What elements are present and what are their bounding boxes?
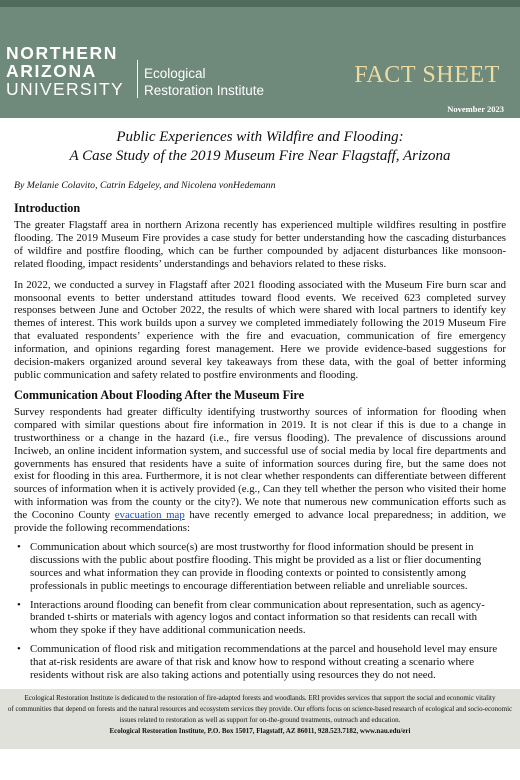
title-line-1: Public Experiences with Wildfire and Flooding: [116, 129, 404, 145]
intro-paragraph-2: In 2022, we conducted a survey in Flagstaff after 2021 flooding associated with the Museum Fire burn scar and monsoonal events to better understand attitudes toward flood events. We received 623 completed survey responses between June and October 2022, the results of which were shared with local partners to identify key themes of interest. This work builds upon a survey we completed immediately following the 2019 Museum Fire that evaluated respondents’ experience with the fire and evacuation, communication of fire emergency information, and opinions regarding forest management. Here we provide evidence-based suggestions for decision-makers organized around several key takeaways from these data, with the goal of better informing public communication and safety related to postfire environments and flooding. [14, 278, 506, 381]
authors-byline: By Melanie Colavito, Catrin Edgeley, and Nicolena vonHedemann [14, 180, 276, 191]
flooding-text-before-link: Survey respondents had greater difficulty identifying trustworthy sources of information for flooding when compared with similar questions about fire information in 2019. It is not clear if this is due to a change in trustworthiness or a change in the hazard (i.e., fire versus flooding). The prevalence of discussions around Inciweb, an online incident information system, and successful use of social media by local fire departments and governments has ensured that residents have a suite of information sources during fire, but the same does not exist for flooding in this area. Furthermore, it is not clear whether respondents can differentiate between different sources of information when it is actively provided (e.g., Can they tell whether the person who visited their home with information was from the county or the city?). We note that numerous new communication efforts such as the Coconino County [14, 405, 506, 522]
header-banner [0, 0, 520, 118]
evacuation-map-link[interactable]: evacuation map [114, 509, 185, 522]
institute-line-2: Restoration Institute [144, 83, 265, 98]
flooding-paragraph [14, 406, 506, 535]
footer-line-2: of communities that depend on forests and the natural resources and ecosystem services they provide. Our efforts focus on science-based research of ecological and socio-economic [7, 705, 513, 713]
logo-line-2: ARIZONA [6, 61, 97, 81]
flooding-text-after-link: have recently emerged to advance local preparedness; in addition, we provide the following recommendations: [14, 509, 506, 535]
flooding-heading: Communication About Flooding After the Museum Fire [14, 387, 305, 402]
list-item [14, 643, 506, 682]
footer-address: Ecological Restoration Institute, P.O. Box 15017, Flagstaff, AZ 86011, 928.523.7182, www.nau.edu/eri [109, 727, 411, 735]
list-item [14, 541, 506, 593]
intro-paragraph-1: The greater Flagstaff area in northern Arizona recently has experienced multiple wildfires resulting in postfire flooding. The 2019 Museum Fire provides a case study for better understanding how the cascading disturbances of wildfire and postfire flooding, which can be further compounded by adjacent disturbances like monsoon-related flooding, impact residents’ understandings and behaviors related to these risks. [14, 219, 506, 270]
intro-heading: Introduction [14, 201, 81, 215]
footer-line-3: issues related to restoration as well as support for on-the-ground treatments, outreach and education. [119, 716, 401, 724]
nau-eri-logo [6, 44, 306, 104]
logo-line-3: UNIVERSITY [6, 79, 125, 99]
doc-type-label: FACT SHEET [354, 62, 500, 88]
footer-line-1: Ecological Restoration Institute is dedicated to the restoration of fire-adapted forests and woodlands. ERI provides services that support the social and economic vitality [24, 694, 496, 702]
list-item [14, 599, 506, 638]
recommendation-text: Interactions around flooding can benefit from clear communication about representation, such as agency-branded t-shirts or materials with agency logos and contact information so that residents can recall with whom they spoke if they have additional communication needs. [30, 598, 485, 637]
main-content [14, 198, 506, 688]
logo-line-1: NORTHERN [6, 43, 118, 63]
institute-line-1: Ecological [144, 66, 206, 81]
recommendations-list [14, 541, 506, 682]
bullet-icon: • [17, 643, 21, 656]
footer [0, 689, 520, 749]
recommendation-text: Communication of flood risk and mitigation recommendations at the parcel and household level may ensure that at-risk residents are aware of that risk and know how to respond without creating a scenario where residents without risk are also taking actions and potentially using resources they do not need. [30, 643, 498, 682]
title-line-2: A Case Study of the 2019 Museum Fire Near Flagstaff, Arizona [69, 148, 451, 164]
bullet-icon: • [17, 598, 21, 611]
recommendation-text: Communication about which source(s) are most trustworthy for flood information should be present in discussions with the public about postfire flooding. This might be provided as a list or flier documenting sources and what information they can provide in flooding contexts or pointed to consistently among professionals in public meetings to encourage differentiation between reliable and unreliable sources. [30, 540, 482, 592]
footer-text [0, 693, 520, 737]
bullet-icon: • [17, 540, 21, 553]
nau-wordmark [6, 44, 124, 98]
document-title [0, 128, 520, 166]
logo-divider [137, 60, 138, 98]
publication-date: November 2023 [447, 104, 504, 114]
banner-top-stripe [0, 0, 520, 7]
institute-name [144, 65, 264, 99]
